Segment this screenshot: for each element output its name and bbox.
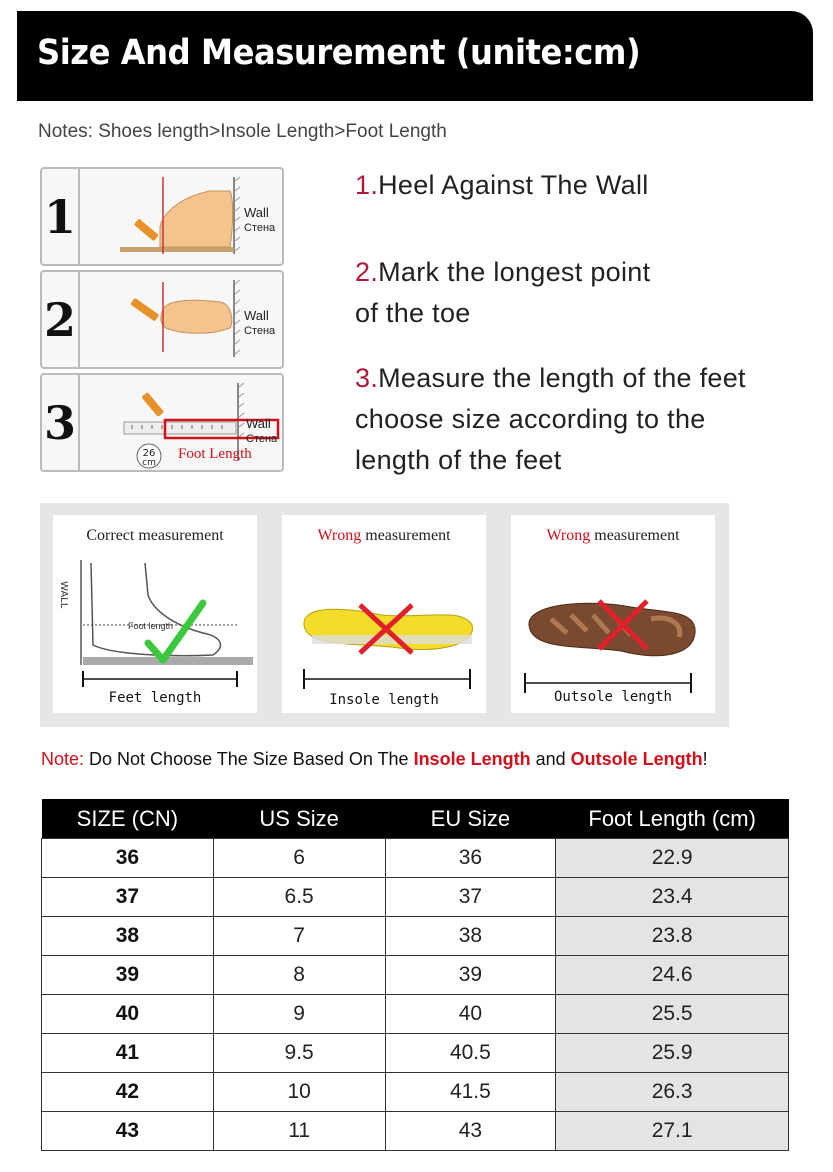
table-cell: 36 [385, 839, 556, 878]
step-number: 3. [355, 363, 379, 393]
table-cell: 26.3 [556, 1073, 789, 1112]
header-us-size: US Size [213, 799, 385, 839]
table-row [42, 878, 789, 917]
step-panel-2 [40, 270, 284, 369]
table-row [42, 1112, 789, 1151]
table-cell: 39 [42, 956, 214, 995]
table-cell: 23.8 [556, 917, 789, 956]
table-cell: 40.5 [385, 1034, 556, 1073]
header-banner [17, 11, 813, 101]
foot-against-wall-illustration [80, 169, 280, 264]
step-line: of the toe [355, 298, 471, 328]
table-cell: 7 [213, 917, 385, 956]
table-cell: 37 [385, 878, 556, 917]
outsole-illustration [511, 515, 715, 713]
ruler-unit: cm [142, 458, 156, 468]
header-foot-length: Foot Length (cm) [556, 799, 789, 839]
ruler-value: 26 [142, 448, 156, 459]
table-cell: 10 [213, 1073, 385, 1112]
wall-label: Wall [244, 205, 269, 220]
table-cell: 11 [213, 1112, 385, 1151]
table-cell: 40 [385, 995, 556, 1034]
size-warning-note: Note: Do Not Choose The Size Based On The Insole Length and Outsole Length! [41, 749, 708, 769]
step-panel-3 [40, 373, 284, 472]
table-cell: 38 [42, 917, 214, 956]
table-row [42, 1034, 789, 1073]
table-cell: 42 [42, 1073, 214, 1112]
panel-number: 1 [42, 169, 80, 264]
wrong-outsole-card [511, 515, 715, 713]
step-2-text [355, 252, 650, 334]
insole-illustration [282, 515, 486, 713]
card-caption: Feet length [108, 690, 202, 706]
table-body [42, 839, 789, 1151]
table-cell: 25.5 [556, 995, 789, 1034]
table-cell: 27.1 [556, 1112, 789, 1151]
table-cell: 8 [213, 956, 385, 995]
wall-ru-label: Стена [244, 222, 276, 234]
table-cell: 41 [42, 1034, 214, 1073]
table-header-row [42, 799, 789, 839]
wall-ru-label: Стена [246, 433, 278, 445]
step-line: Mark the longest point [378, 257, 651, 287]
measure-length-illustration [80, 375, 280, 470]
page-title: Size And Measurement (unite:cm) [37, 33, 641, 73]
table-row [42, 839, 789, 878]
step-3-text [355, 358, 746, 481]
table-cell: 40 [42, 995, 214, 1034]
card-caption: Outsole length [553, 689, 672, 705]
table-row [42, 1073, 789, 1112]
table-cell: 22.9 [556, 839, 789, 878]
card-title: Wrong measurement [317, 527, 451, 544]
table-cell: 36 [42, 839, 214, 878]
wall-label: Wall [244, 308, 269, 323]
card-title: Correct measurement [86, 527, 224, 544]
panel-number: 3 [42, 375, 80, 470]
step-line: Measure the length of the feet [378, 363, 746, 393]
step-number: 2. [355, 257, 379, 287]
correct-foot-illustration [53, 515, 257, 713]
step-number: 1. [355, 170, 379, 200]
step-panel-1 [40, 167, 284, 266]
table-cell: 43 [385, 1112, 556, 1151]
wrong-insole-card [282, 515, 486, 713]
table-cell: 25.9 [556, 1034, 789, 1073]
table-cell: 38 [385, 917, 556, 956]
table-cell: 9 [213, 995, 385, 1034]
table-cell: 24.6 [556, 956, 789, 995]
foot-length-label: Foot Length [178, 446, 252, 462]
card-title: Wrong measurement [546, 527, 680, 544]
correct-measurement-card [53, 515, 257, 713]
step-line: length of the feet [355, 445, 562, 475]
table-cell: 41.5 [385, 1073, 556, 1112]
wall-ru-label: Стена [244, 325, 276, 337]
mark-toe-illustration [80, 272, 280, 367]
table-row [42, 995, 789, 1034]
notes-text: Notes: Shoes length>Insole Length>Foot Length [38, 121, 447, 142]
wall-label: Wall [246, 416, 271, 431]
inline-foot-length: Foot length [128, 621, 174, 631]
table-row [42, 956, 789, 995]
header-size-cn: SIZE (CN) [42, 799, 214, 839]
table-cell: 39 [385, 956, 556, 995]
table-cell: 23.4 [556, 878, 789, 917]
size-chart-table [41, 799, 789, 1151]
table-cell: 37 [42, 878, 214, 917]
header-eu-size: EU Size [385, 799, 556, 839]
table-cell: 9.5 [213, 1034, 385, 1073]
check-icon [148, 603, 203, 660]
step-1-text [355, 165, 649, 206]
table-row [42, 917, 789, 956]
step-line: Heel Against The Wall [378, 170, 649, 200]
panel-number: 2 [42, 272, 80, 367]
table-cell: 6 [213, 839, 385, 878]
card-caption: Insole length [329, 692, 439, 708]
table-cell: 6.5 [213, 878, 385, 917]
table-cell: 43 [42, 1112, 214, 1151]
step-line: choose size according to the [355, 404, 706, 434]
wall-label: WALL [58, 581, 69, 609]
